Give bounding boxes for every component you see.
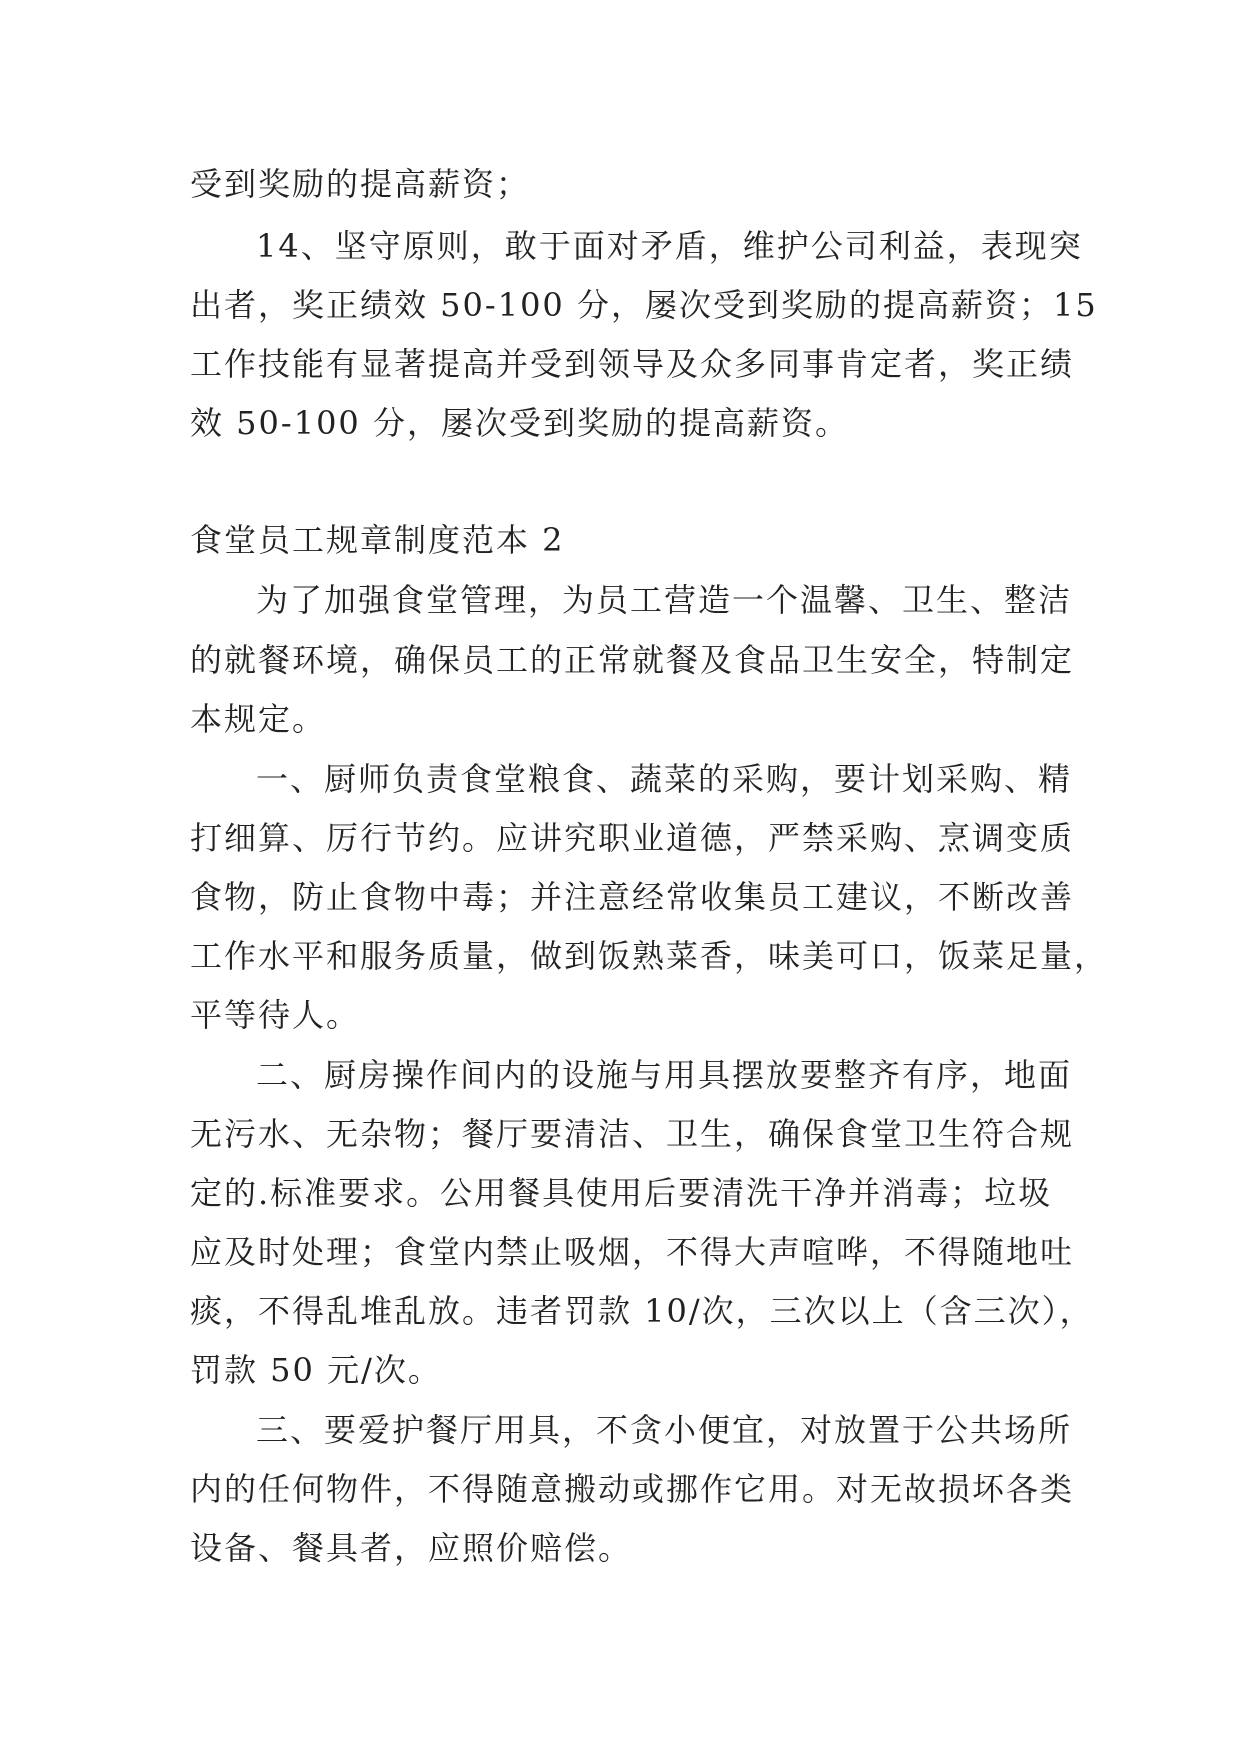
text-line: 一、厨师负责食堂粮食、蔬菜的采购，要计划采购、精 [256, 760, 1073, 798]
text-line: 痰，不得乱堆乱放。违者罚款 10/次，三次以上（含三次）， [190, 1292, 1094, 1330]
section-heading: 食堂员工规章制度范本 2 [190, 521, 565, 559]
text-line: 无污水、无杂物；餐厅要清洁、卫生，确保食堂卫生符合规 [190, 1115, 1075, 1153]
text-line: 三、要爱护餐厅用具，不贪小便宜，对放置于公共场所 [256, 1411, 1073, 1449]
text-line: 效 50-100 分，屡次受到奖励的提高薪资。 [190, 404, 849, 442]
text-line: 平等待人。 [190, 996, 361, 1034]
text-line: 14、坚守原则，敢于面对矛盾，维护公司利益，表现突 [256, 227, 1083, 265]
text-line: 食物，防止食物中毒；并注意经常收集员工建议，不断改善 [190, 878, 1075, 916]
text-line: 罚款 50 元/次。 [190, 1351, 442, 1389]
text-line: 本规定。 [190, 700, 327, 738]
text-line: 工作技能有显著提高并受到领导及众多同事肯定者，奖正绩 [190, 345, 1075, 383]
text-line: 的就餐环境，确保员工的正常就餐及食品卫生安全，特制定 [190, 641, 1075, 679]
text-line: 工作水平和服务质量，做到饭熟菜香，味美可口，饭菜足量， [190, 937, 1109, 975]
text-line: 内的任何物件，不得随意搬动或挪作它用。对无故损坏各类 [190, 1470, 1075, 1508]
text-line: 打细算、厉行节约。应讲究职业道德，严禁采购、烹调变质 [190, 819, 1075, 857]
text-line: 设备、餐具者，应照价赔偿。 [190, 1529, 633, 1567]
text-line: 受到奖励的提高薪资； [190, 165, 531, 203]
text-line: 应及时处理；食堂内禁止吸烟，不得大声喧哗，不得随地吐 [190, 1233, 1075, 1271]
text-line: 定的.标准要求。公用餐具使用后要清洗干净并消毒；垃圾 [190, 1174, 1053, 1212]
text-line: 出者，奖正绩效 50-100 分，屡次受到奖励的提高薪资；15 [190, 286, 1098, 324]
text-line: 二、厨房操作间内的设施与用具摆放要整齐有序，地面 [256, 1056, 1073, 1094]
text-line: 为了加强食堂管理，为员工营造一个温馨、卫生、整洁 [256, 581, 1073, 619]
